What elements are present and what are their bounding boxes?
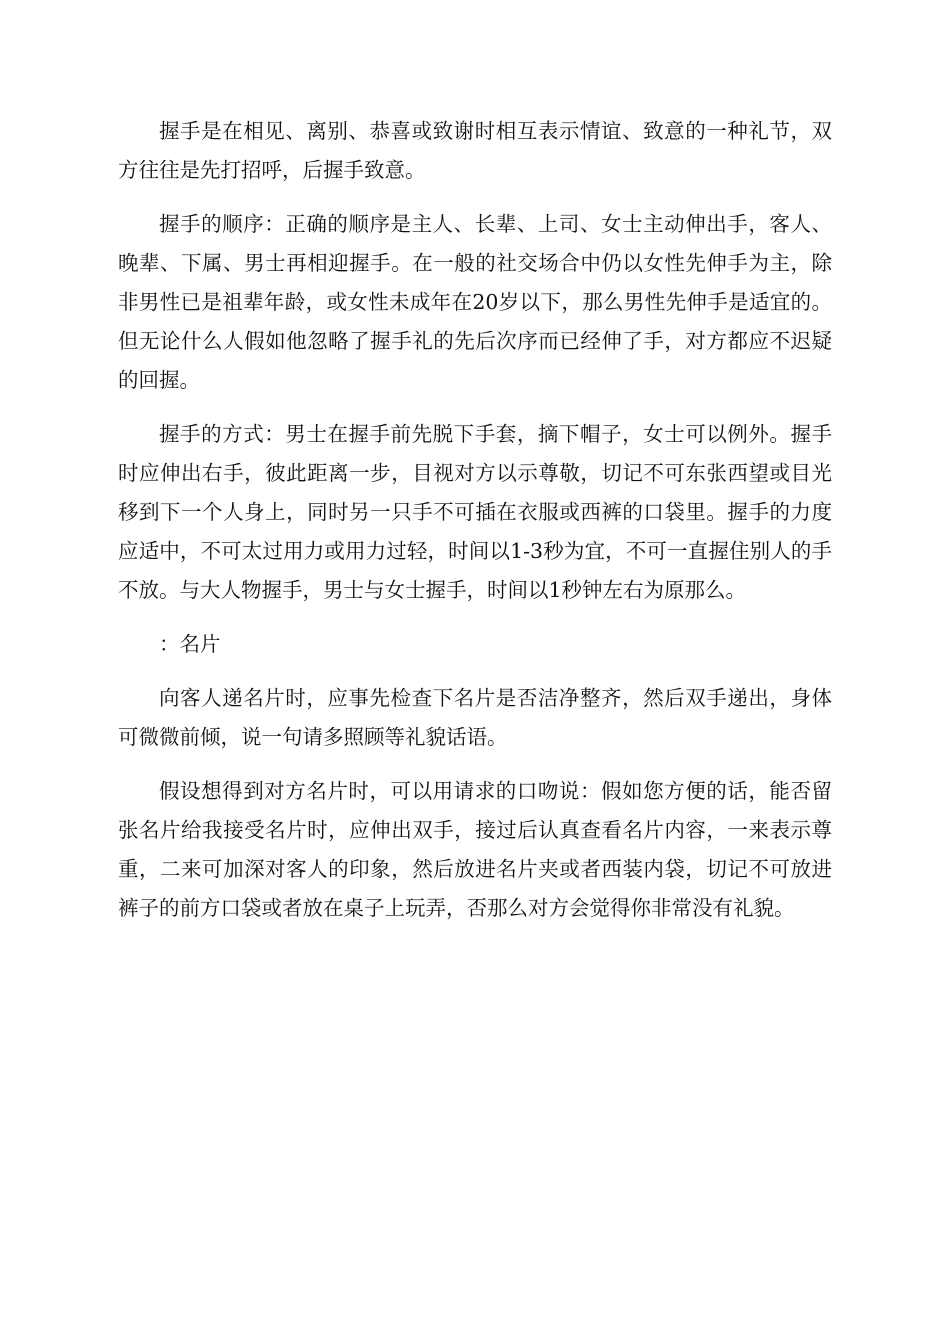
paragraph-card-receiving: 假设想得到对方名片时，可以用请求的口吻说：假如您方便的话，能否留张名片给我接受名片时，应伸出双手，接过后认真查看名片内容，一来表示尊重，二来可加深对客人的印象，然后放进名片夹或者西装内袋，切记不可放进裤子的前方口袋或者放在桌子上玩弄，否那么对方会觉得你非常没有礼貌。 (118, 779, 832, 920)
section-heading-business-card: ：名片 (159, 632, 221, 656)
paragraph-handshake-manner: 握手的方式：男士在握手前先脱下手套，摘下帽子，女士可以例外。握手时应伸出右手，彼此距离一步，目视对方以示尊敬，切记不可东张西望或目光移到下一个人身上，同时另一只手不可插在衣服或西裤的口袋里。握手的力度应适中，不可太过用力或用力过轻，时间以1-3秒为宜，不可一直握住别人的手不放。与大人物握手，男士与女士握手，时间以1秒钟左右为原那么。 (118, 422, 832, 602)
paragraph-handshake-intro: 握手是在相见、离别、恭喜或致谢时相互表示情谊、致意的一种礼节，双方往往是先打招呼，后握手致意。 (118, 119, 832, 182)
paragraph-handshake-order: 握手的顺序：正确的顺序是主人、长辈、上司、女士主动伸出手，客人、晚辈、下属、男士再相迎握手。在一般的社交场合中仍以女性先伸手为主，除非男性已是祖辈年龄，或女性未成年在20岁以下，那么男性先伸手是适宜的。但无论什么人假如他忽略了握手礼的先后次序而已经伸了手，对方都应不迟疑的回握。 (118, 212, 832, 392)
document-page (118, 112, 832, 943)
paragraph-card-giving: 向客人递名片时，应事先检查下名片是否洁净整齐，然后双手递出，身体可微微前倾，说一句请多照顾等礼貌话语。 (118, 686, 832, 749)
